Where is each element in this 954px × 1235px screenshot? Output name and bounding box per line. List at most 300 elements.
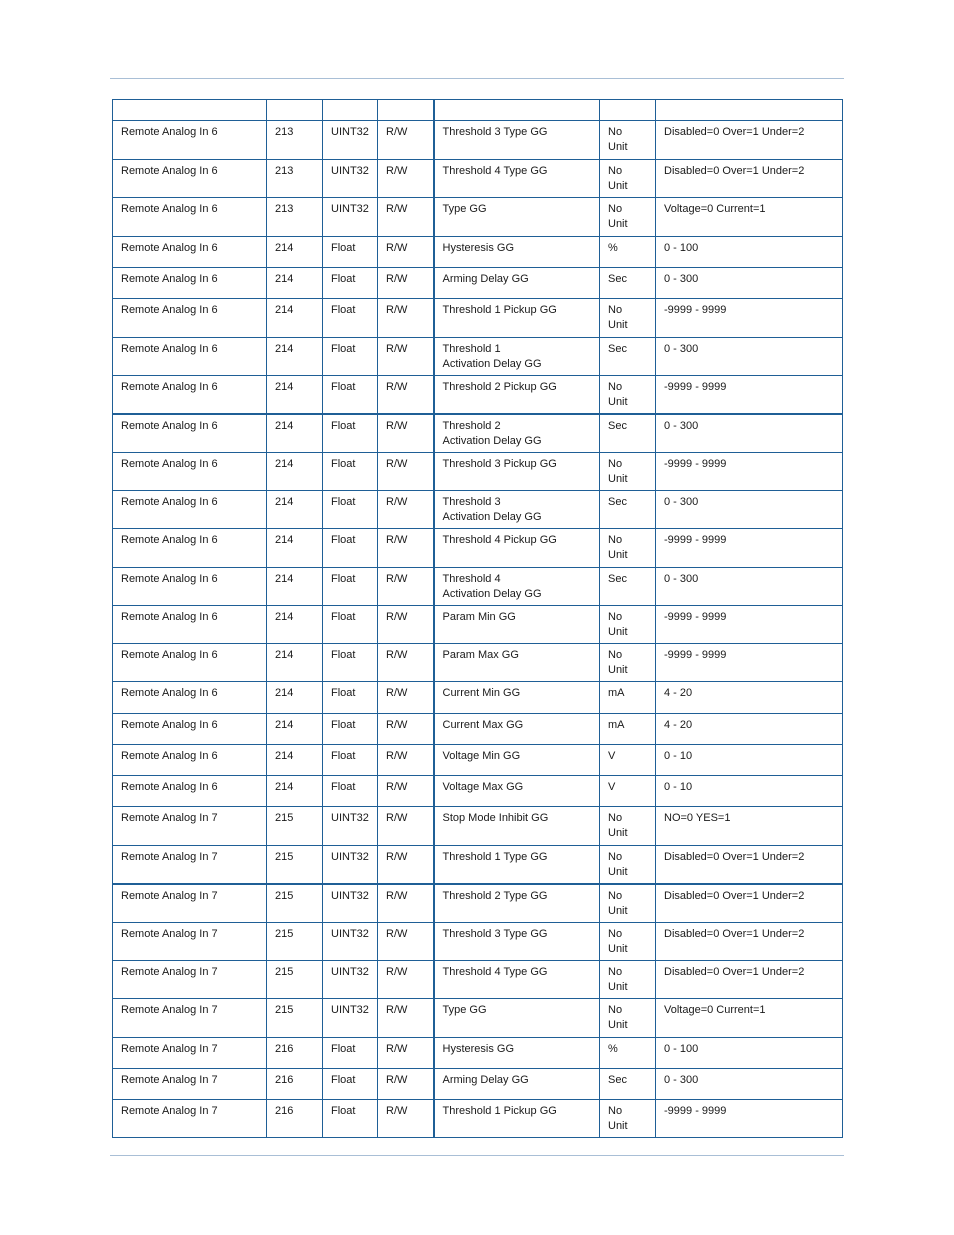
parameter-name-cell [434,299,600,338]
group-cell [113,644,267,682]
table-row [113,1069,843,1100]
table-row [113,644,843,682]
register-cell [267,606,323,644]
table-row [113,338,843,376]
unit-cell [600,338,656,376]
group-text: Remote Analog In 7 [121,1105,218,1117]
type-text: UINT32 [331,928,369,940]
unit-cell [600,807,656,846]
access-text: R/W [386,165,408,177]
group-cell [113,745,267,776]
reg-text: 215 [275,966,294,978]
data-type-cell [323,299,378,338]
range-text: Disabled=0 Over=1 Under=2 [664,928,805,940]
group-cell [113,338,267,376]
unit-text: No Unit [608,611,628,638]
range-text: 0 - 300 [664,419,699,432]
access-text: R/W [386,242,408,254]
unit-text: Sec [608,273,627,285]
reg-text: 215 [275,889,294,902]
name-text: Threshold 4 Type GG [442,165,548,177]
range-text: 0 - 300 [664,273,699,285]
range-cell [656,682,843,714]
unit-text: Sec [608,419,627,432]
unit-text: No Unit [608,889,628,917]
parameter-name-cell [434,491,600,529]
access-text: R/W [386,649,408,661]
access-cell [378,491,434,529]
reg-text: 214 [275,458,294,470]
type-text: Float [331,1074,356,1086]
unit-text: No Unit [608,812,628,839]
range-text: Disabled=0 Over=1 Under=2 [664,126,805,138]
access-cell [378,1100,434,1138]
group-cell [113,299,267,338]
data-type-cell [323,745,378,776]
parameter-name-cell [434,745,600,776]
group-cell [113,1069,267,1100]
access-cell [378,568,434,606]
unit-text: No Unit [608,534,628,561]
unit-text: mA [608,719,625,731]
group-cell [113,884,267,923]
type-text: Float [331,304,356,316]
group-text: Remote Analog In 6 [121,381,218,393]
group-cell [113,237,267,268]
group-cell [113,268,267,299]
data-type-cell [323,923,378,961]
range-cell [656,776,843,807]
name-text: Current Max GG [442,719,524,731]
range-cell [656,807,843,846]
register-table [112,99,843,1138]
range-text: Disabled=0 Over=1 Under=2 [664,966,805,978]
unit-text: Sec [608,496,627,508]
type-text: Float [331,750,356,762]
access-cell [378,1038,434,1069]
group-text: Remote Analog In 6 [121,687,218,699]
access-text: R/W [386,458,408,470]
register-cell [267,1069,323,1100]
type-text: UINT32 [331,203,369,215]
data-type-cell [323,376,378,414]
type-text: Float [331,1105,356,1117]
range-cell [656,414,843,453]
access-text: R/W [386,928,408,940]
group-text: Remote Analog In 7 [121,928,218,940]
group-text: Remote Analog In 6 [121,750,218,762]
register-cell [267,198,323,237]
register-cell [267,237,323,268]
unit-text: V [608,781,616,793]
table-row [113,745,843,776]
unit-text: % [608,1043,618,1055]
group-text: Remote Analog In 6 [121,165,218,177]
group-cell [113,160,267,198]
type-text: Float [331,273,356,285]
parameter-name-cell [434,1069,600,1100]
range-text: 0 - 10 [664,750,693,762]
access-text: R/W [386,1004,408,1016]
group-text: Remote Analog In 6 [121,649,218,661]
unit-cell [600,961,656,999]
data-type-cell [323,491,378,529]
access-text: R/W [386,203,408,215]
table-row [113,961,843,999]
group-text: Remote Analog In 6 [121,496,218,508]
table-row [113,529,843,568]
name-text: Type GG [442,203,487,215]
access-text: R/W [386,889,408,902]
access-cell [378,268,434,299]
group-cell [113,682,267,714]
unit-text: Sec [608,573,627,585]
name-text: Hysteresis GG [442,242,515,254]
table-row [113,846,843,884]
reg-text: 214 [275,304,294,316]
range-text: 0 - 300 [664,343,699,355]
unit-text: Sec [608,1074,627,1086]
unit-text: No Unit [608,304,628,331]
table-row [113,776,843,807]
data-type-cell [323,999,378,1038]
range-cell [656,491,843,529]
range-text: -9999 - 9999 [664,1105,727,1117]
reg-text: 214 [275,649,294,661]
group-text: Remote Analog In 7 [121,966,218,978]
unit-text: No Unit [608,649,628,676]
data-type-cell [323,682,378,714]
parameter-name-cell [434,999,600,1038]
name-text: Threshold 4 Pickup GG [442,534,557,546]
range-cell [656,846,843,884]
access-text: R/W [386,750,408,762]
name-text: Threshold 3 Pickup GG [442,458,557,470]
access-cell [378,644,434,682]
table-row [113,268,843,299]
access-cell [378,961,434,999]
name-text: Threshold 4 Type GG [442,966,548,978]
unit-cell [600,299,656,338]
range-cell [656,160,843,198]
footer-rule [110,1155,844,1156]
group-text: Remote Analog In 6 [121,534,218,546]
type-text: UINT32 [331,851,369,863]
range-text: NO=0 YES=1 [664,812,731,824]
group-text: Remote Analog In 6 [121,203,218,215]
register-cell [267,846,323,884]
type-text: Float [331,719,356,731]
data-type-cell [323,714,378,745]
unit-cell [600,491,656,529]
range-cell [656,1038,843,1069]
range-cell [656,198,843,237]
table-row [113,121,843,160]
access-text: R/W [386,273,408,285]
reg-text: 214 [275,534,294,546]
name-text: Threshold 3 Type GG [442,928,548,940]
reg-text: 216 [275,1074,294,1086]
type-text: Float [331,781,356,793]
name-text: Arming Delay GG [442,1074,529,1086]
group-text: Remote Analog In 6 [121,573,218,585]
type-text: UINT32 [331,889,369,902]
name-text: Threshold 3 Type GG [442,126,548,138]
type-text: Float [331,611,356,623]
unit-text: No Unit [608,966,628,993]
access-cell [378,338,434,376]
range-cell [656,529,843,568]
range-cell [656,299,843,338]
group-cell [113,807,267,846]
register-cell [267,807,323,846]
group-text: Remote Analog In 6 [121,719,218,731]
table-row [113,606,843,644]
type-text: Float [331,573,356,585]
access-text: R/W [386,1043,408,1055]
table-row [113,376,843,414]
parameter-name-cell [434,121,600,160]
name-text: Voltage Max GG [442,781,524,793]
register-cell [267,338,323,376]
access-text: R/W [386,381,408,393]
unit-cell [600,884,656,923]
group-cell [113,121,267,160]
reg-text: 216 [275,1043,294,1055]
group-cell [113,776,267,807]
unit-text: V [608,750,616,762]
table-row [113,198,843,237]
type-text: Float [331,534,356,546]
access-cell [378,923,434,961]
access-cell [378,453,434,491]
parameter-name-cell [434,198,600,237]
range-cell [656,376,843,414]
header-rule [110,78,844,79]
type-text: UINT32 [331,126,369,138]
group-cell [113,923,267,961]
table-row [113,884,843,923]
data-type-cell [323,884,378,923]
access-cell [378,414,434,453]
access-cell [378,682,434,714]
range-cell [656,268,843,299]
unit-cell [600,999,656,1038]
group-text: Remote Analog In 6 [121,304,218,316]
data-type-cell [323,414,378,453]
data-type-cell [323,453,378,491]
reg-text: 213 [275,203,294,215]
group-cell [113,376,267,414]
access-cell [378,807,434,846]
access-text: R/W [386,1105,408,1117]
group-text: Remote Analog In 6 [121,781,218,793]
unit-cell [600,414,656,453]
data-type-cell [323,1100,378,1138]
reg-text: 213 [275,126,294,138]
group-text: Remote Analog In 7 [121,851,218,863]
access-cell [378,1069,434,1100]
group-cell [113,846,267,884]
access-cell [378,529,434,568]
access-cell [378,846,434,884]
reg-text: 214 [275,273,294,285]
reg-text: 214 [275,781,294,793]
range-text: Voltage=0 Current=1 [664,1004,766,1016]
range-text: -9999 - 9999 [664,304,727,316]
register-cell [267,568,323,606]
register-cell [267,529,323,568]
range-cell [656,1069,843,1100]
unit-text: No Unit [608,203,628,230]
unit-cell [600,1038,656,1069]
group-text: Remote Analog In 6 [121,126,218,138]
unit-text: Sec [608,343,627,355]
register-cell [267,999,323,1038]
unit-cell [600,568,656,606]
data-type-cell [323,961,378,999]
range-cell [656,237,843,268]
group-text: Remote Analog In 6 [121,611,218,623]
range-text: 0 - 300 [664,496,699,508]
parameter-name-cell [434,606,600,644]
register-cell [267,453,323,491]
unit-text: No Unit [608,928,628,955]
parameter-name-cell [434,884,600,923]
table-row [113,999,843,1038]
blank-header-row [113,100,843,121]
register-cell [267,414,323,453]
unit-text: No Unit [608,851,628,878]
unit-cell [600,846,656,884]
unit-cell [600,1100,656,1138]
range-cell [656,606,843,644]
data-type-cell [323,1069,378,1100]
unit-cell [600,268,656,299]
range-text: 0 - 100 [664,242,699,254]
range-cell [656,338,843,376]
range-text: 0 - 10 [664,781,693,793]
name-text: Stop Mode Inhibit GG [442,812,549,824]
access-cell [378,121,434,160]
range-text: Disabled=0 Over=1 Under=2 [664,165,805,177]
access-text: R/W [386,534,408,546]
table-row [113,714,843,745]
parameter-name-cell [434,714,600,745]
name-text: Param Min GG [442,611,516,623]
register-cell [267,299,323,338]
parameter-name-cell [434,807,600,846]
group-text: Remote Analog In 6 [121,273,218,285]
data-type-cell [323,1038,378,1069]
reg-text: 214 [275,573,294,585]
reg-text: 213 [275,165,294,177]
reg-text: 214 [275,496,294,508]
group-cell [113,453,267,491]
range-cell [656,453,843,491]
group-text: Remote Analog In 6 [121,343,218,355]
parameter-name-cell [434,776,600,807]
range-text: -9999 - 9999 [664,458,727,470]
unit-cell [600,745,656,776]
range-cell [656,644,843,682]
unit-cell [600,453,656,491]
data-type-cell [323,121,378,160]
range-text: -9999 - 9999 [664,649,727,661]
group-text: Remote Analog In 7 [121,1074,218,1086]
data-type-cell [323,338,378,376]
unit-text: No Unit [608,458,628,485]
register-cell [267,884,323,923]
type-text: Float [331,242,356,254]
data-type-cell [323,606,378,644]
type-text: Float [331,458,356,470]
table-row [113,453,843,491]
reg-text: 214 [275,687,294,699]
type-text: Float [331,343,356,355]
reg-text: 214 [275,343,294,355]
table-row [113,682,843,714]
range-text: 0 - 100 [664,1043,699,1055]
range-text: 4 - 20 [664,719,693,731]
reg-text: 215 [275,1004,294,1016]
range-cell [656,1100,843,1138]
register-cell [267,1100,323,1138]
access-cell [378,299,434,338]
reg-text: 215 [275,928,294,940]
name-text: Hysteresis GG [442,1043,515,1055]
unit-cell [600,121,656,160]
table-row [113,807,843,846]
unit-cell [600,376,656,414]
range-cell [656,923,843,961]
group-cell [113,414,267,453]
type-text: Float [331,649,356,661]
group-cell [113,1038,267,1069]
access-text: R/W [386,812,408,824]
type-text: Float [331,496,356,508]
group-text: Remote Analog In 6 [121,242,218,254]
table-row [113,923,843,961]
reg-text: 214 [275,719,294,731]
register-cell [267,376,323,414]
range-text: Disabled=0 Over=1 Under=2 [664,889,805,902]
name-text: Current Min GG [442,687,521,699]
unit-cell [600,160,656,198]
parameter-name-cell [434,961,600,999]
register-cell [267,961,323,999]
group-text: Remote Analog In 7 [121,812,218,824]
data-type-cell [323,529,378,568]
access-text: R/W [386,851,408,863]
group-cell [113,961,267,999]
register-cell [267,923,323,961]
name-text: Threshold 4 Activation Delay GG [442,573,542,600]
access-text: R/W [386,719,408,731]
reg-text: 214 [275,242,294,254]
name-text: Threshold 1 Pickup GG [442,304,557,316]
register-cell [267,745,323,776]
data-type-cell [323,776,378,807]
reg-text: 214 [275,381,294,393]
data-type-cell [323,568,378,606]
name-text: Voltage Min GG [442,750,521,762]
access-cell [378,237,434,268]
parameter-name-cell [434,1038,600,1069]
register-cell [267,1038,323,1069]
parameter-name-cell [434,568,600,606]
parameter-name-cell [434,376,600,414]
